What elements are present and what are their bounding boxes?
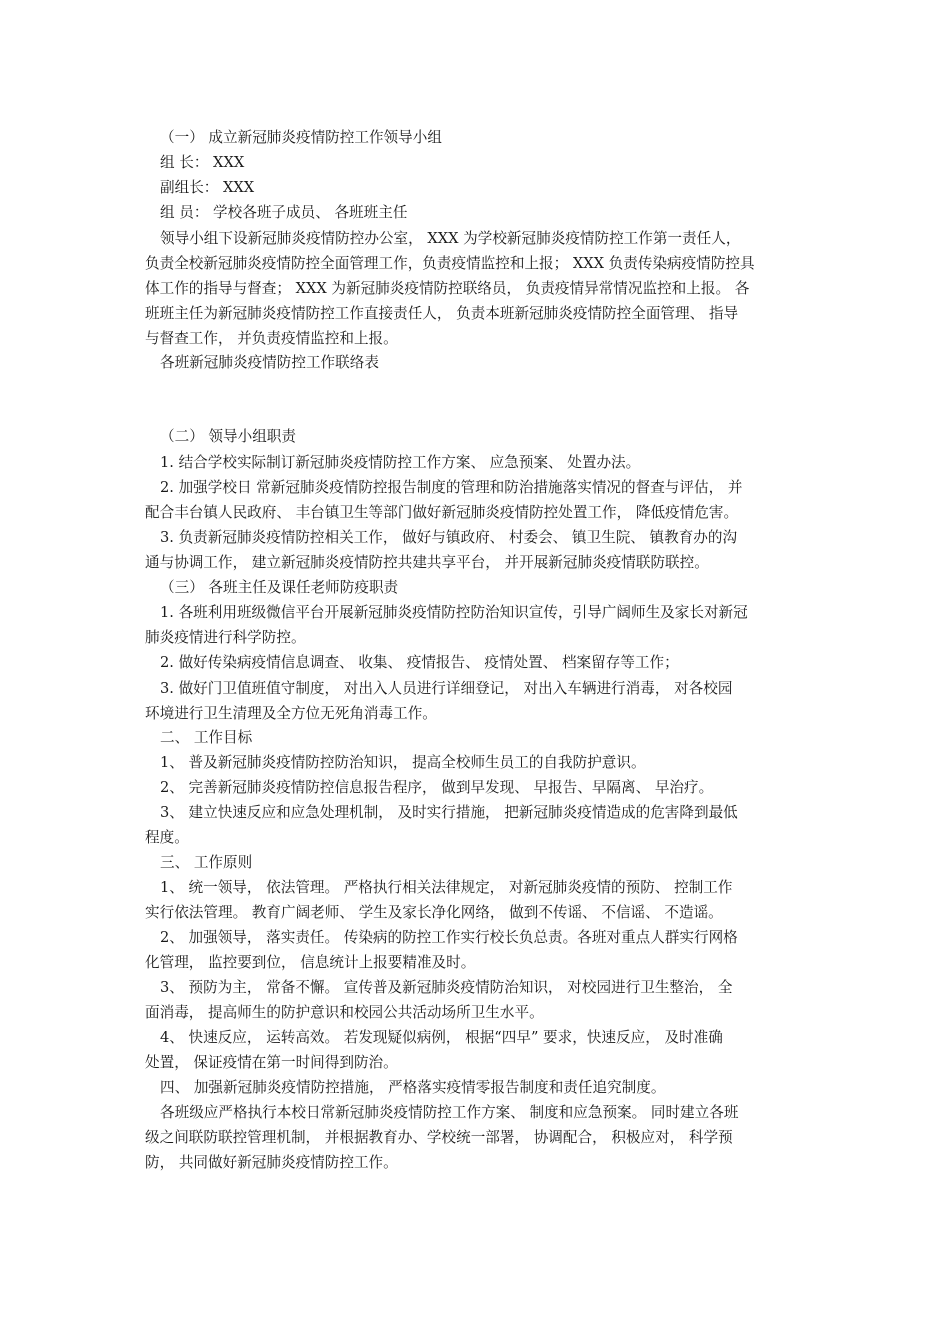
paragraph-line: 负责全校新冠肺炎疫情防控全面管理工作，负责疫情监控和上报； XXX 负责传染病疫情防控具 bbox=[145, 255, 755, 272]
list-item: 1、 普及新冠肺炎疫情防控防治知识， 提高全校师生员工的自我防护意识。 bbox=[160, 754, 646, 771]
list-item: 1. 结合学校实际制订新冠肺炎疫情防控工作方案、 应急预案、 处置办法。 bbox=[160, 454, 641, 471]
list-item: 肺炎疫情进行科学防控。 bbox=[145, 629, 306, 646]
list-item: 3、 建立快速反应和应急处理机制， 及时实行措施， 把新冠肺炎疫情造成的危害降到最低 bbox=[160, 804, 738, 821]
list-item: 通与协调工作， 建立新冠肺炎疫情防控共建共享平台， 并开展新冠肺炎疫情联防联控。 bbox=[145, 554, 709, 571]
paragraph-line: 班班主任为新冠肺炎疫情防控工作直接责任人， 负责本班新冠肺炎疫情防控全面管理、 指导 bbox=[145, 305, 739, 322]
list-item: 化管理， 监控要到位， 信息统计上报要精准及时。 bbox=[145, 954, 476, 971]
members-line: 组 员： 学校各班子成员、 各班班主任 bbox=[160, 204, 408, 221]
list-item: 实行依法管理。 教育广阔老师、 学生及家长净化网络， 做到不传谣、 不信谣、 不造谣。 bbox=[145, 904, 723, 921]
list-item: 1. 各班利用班级微信平台开展新冠肺炎疫情防控防治知识宣传，引导广阔师生及家长对新冠 bbox=[160, 604, 748, 621]
list-item: 2、 完善新冠肺炎疫情防控信息报告程序， 做到早发现、 早报告、早隔离、 早治疗。 bbox=[160, 779, 714, 796]
section-heading-2: （二） 领导小组职责 bbox=[160, 428, 296, 445]
list-item: 环境进行卫生清理及全方位无死角消毒工作。 bbox=[145, 705, 437, 722]
section-heading-work-goals: 二、 工作目标 bbox=[160, 729, 253, 746]
list-item: 2. 做好传染病疫情信息调查、 收集、 疫情报告、 疫情处置、 档案留存等工作； bbox=[160, 654, 679, 671]
list-item: 1、 统一领导， 依法管理。 严格执行相关法律规定， 对新冠肺炎疫情的预防、 控制工作 bbox=[160, 879, 733, 896]
list-item: 3. 做好门卫值班值守制度， 对出入人员进行详细登记， 对出入车辆进行消毒， 对各校园 bbox=[160, 680, 733, 697]
list-item: 3. 负责新冠肺炎疫情防控相关工作， 做好与镇政府、 村委会、 镇卫生院、 镇教育办的沟 bbox=[160, 529, 738, 546]
paragraph-line: 与督查工作， 并负责疫情监控和上报。 bbox=[145, 330, 398, 347]
deputy-leader-line: 副组长： XXX bbox=[160, 179, 255, 196]
list-item: 处置， 保证疫情在第一时间得到防治。 bbox=[145, 1054, 398, 1071]
list-item: 4、 快速反应， 运转高效。 若发现疑似病例， 根据“四早” 要求，快速反应， 及时准确 bbox=[160, 1029, 723, 1046]
paragraph-line: 防， 共同做好新冠肺炎疫情防控工作。 bbox=[145, 1154, 398, 1171]
section-heading-3: （三） 各班主任及课任老师防疫职责 bbox=[160, 579, 399, 596]
list-item: 2、 加强领导， 落实责任。 传染病的防控工作实行校长负总责。各班对重点人群实行网格 bbox=[160, 929, 738, 946]
leader-line: 组 长： XXX bbox=[160, 154, 245, 171]
section-heading-1: （一） 成立新冠肺炎疫情防控工作领导小组 bbox=[160, 129, 442, 146]
section-heading-measures: 四、 加强新冠肺炎疫情防控措施， 严格落实疫情零报告制度和责任追究制度。 bbox=[160, 1079, 666, 1096]
section-heading-work-principles: 三、 工作原则 bbox=[160, 854, 253, 871]
contact-table-title: 各班新冠肺炎疫情防控工作联络表 bbox=[160, 354, 379, 371]
list-item: 配合丰台镇人民政府、 丰台镇卫生等部门做好新冠肺炎疫情防控处置工作， 降低疫情危害。 bbox=[145, 504, 739, 521]
paragraph-line: 级之间联防联控管理机制， 并根据教育办、学校统一部署， 协调配合， 积极应对， 科学预 bbox=[145, 1129, 733, 1146]
list-item: 程度。 bbox=[145, 829, 189, 846]
list-item: 面消毒， 提高师生的防护意识和校园公共活动场所卫生水平。 bbox=[145, 1004, 544, 1021]
list-item: 2. 加强学校日 常新冠肺炎疫情防控报告制度的管理和防治措施落实情况的督查与评估， 并 bbox=[160, 479, 743, 496]
paragraph-line: 各班级应严格执行本校日常新冠肺炎疫情防控工作方案、 制度和应急预案。 同时建立各班 bbox=[160, 1104, 739, 1121]
paragraph-line: 领导小组下设新冠肺炎疫情防控办公室， XXX 为学校新冠肺炎疫情防控工作第一责任人， bbox=[160, 230, 741, 247]
paragraph-line: 体工作的指导与督查； XXX 为新冠肺炎疫情防控联络员， 负责疫情异常情况监控和上报。 各 bbox=[145, 280, 750, 297]
list-item: 3、 预防为主， 常备不懈。 宣传普及新冠肺炎疫情防治知识， 对校园进行卫生整治， 全 bbox=[160, 979, 733, 996]
